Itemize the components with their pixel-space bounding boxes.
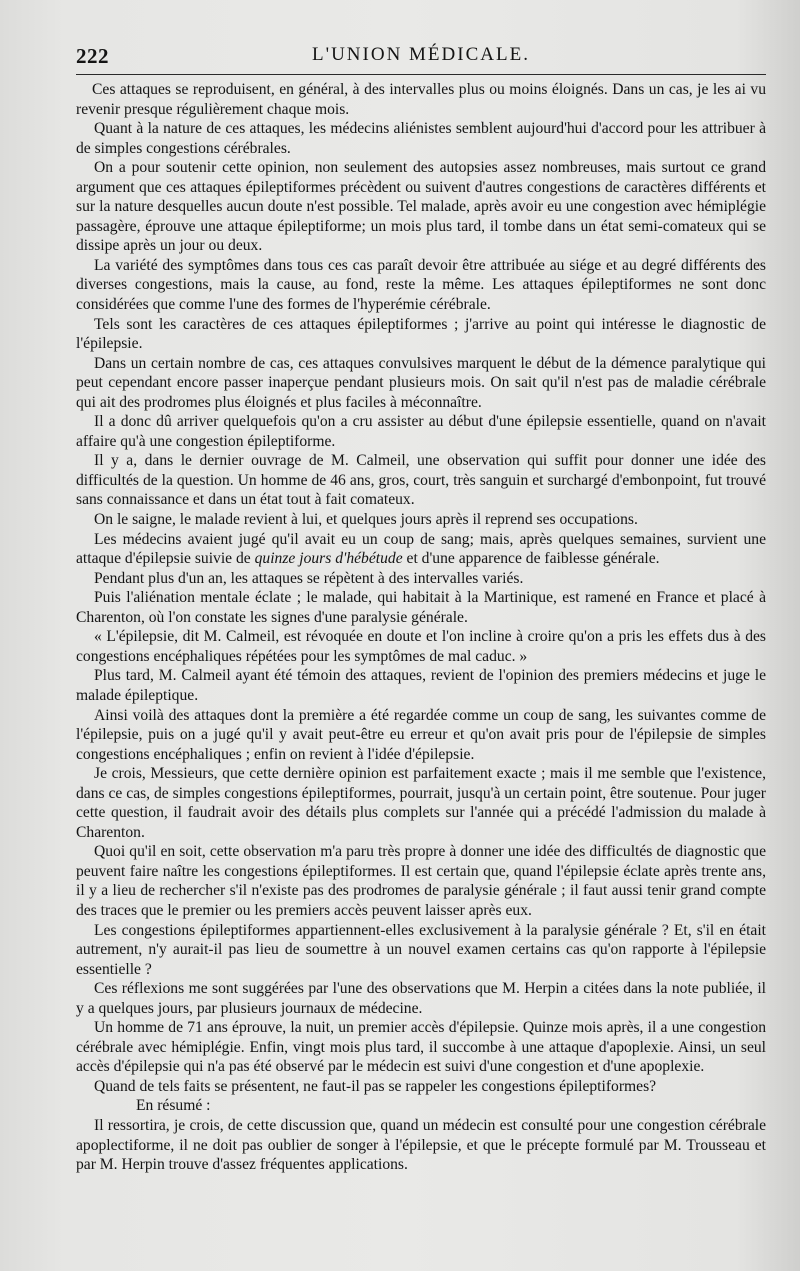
paragraph <box>76 530 766 569</box>
paragraph <box>76 921 766 980</box>
paragraph-text: On a pour soutenir cette opinion, non seulement des autopsies assez nombreuses, mais surtout ce grand argument que ces attaques épileptiformes précèdent ou suivent d'autres congestions de caractères différents et sur la nature desquelles aucun doute n'est possible. Tel malade, après avoir eu une congestion avec hémiplégie passagère, éprouve une attaque épileptiforme; un mois plus tard, il tombe dans un état semi-comateux qui se dissipe après un jour ou deux. <box>76 159 766 255</box>
paragraph-text: Ces réflexions me sont suggérées par l'une des observations que M. Herpin a citées dans la note publiée, il y a quelques jours, par plusieurs journaux de médecine. <box>76 980 766 1017</box>
paragraph-text: Plus tard, M. Calmeil ayant été témoin des attaques, revient de l'opinion des premiers médecins et juge le malade épileptique. <box>76 667 766 704</box>
paragraph <box>76 256 766 315</box>
paragraph <box>76 764 766 842</box>
paragraph-text: Ainsi voilà des attaques dont la première a été regardée comme un coup de sang, les suivantes comme de l'épilepsie, puis on a jugé qu'il y avait peut-être eu erreur et qu'on avait pris pour de l'épilepsie de simples congestions encéphaliques ; enfin on revient à l'idée d'épilepsie. <box>76 706 766 763</box>
paragraph <box>76 1077 766 1097</box>
paragraph-text: Un homme de 71 ans éprouve, la nuit, un premier accès d'épilepsie. Quinze mois après, il a une congestion cérébrale avec hémiplégie. Enfin, vingt mois plus tard, il succombe à une attaque d'apoplexie. Ainsi, un seul accès d'épilepsie qui n'a pas été observé par le médecin est suivi d'une congestion et d'une apoplexie. <box>76 1019 766 1076</box>
paragraph <box>76 842 766 920</box>
paragraph <box>76 80 766 119</box>
paragraph-text: Pendant plus d'un an, les attaques se répètent à des intervalles variés. <box>94 569 524 587</box>
paragraph-text: et d'une apparence de faiblesse générale. <box>402 550 660 568</box>
paragraph-text: Il y a, dans le dernier ouvrage de M. Calmeil, une observation qui suffit pour donner une idée des difficultés de la question. Un homme de 46 ans, gros, court, très sanguin et surchargé d'embonpoint, fut trouvé sans connaissance et dans un état tout à fait comateux. <box>76 452 766 509</box>
paragraph-text: La variété des symptômes dans tous ces cas paraît devoir être attribuée au siége et au degré différents des diverses congestions, mais la cause, au fond, reste la même. Les attaques épileptiformes ne sont donc considérées que comme l'une des formes de l'hyperémie cérébrale. <box>76 256 766 314</box>
paragraph-text: Dans un certain nombre de cas, ces attaques convulsives marquent le début de la démence paralytique qui peut cependant encore passer inaperçue pendant plusieurs mois. On sait qu'il n'est pas de maladie cérébrale qui ait des prodromes plus éloignés et plus faciles à méconnaître. <box>76 354 766 411</box>
paragraph <box>76 354 766 413</box>
paragraph <box>76 627 766 666</box>
italic-text: quinze jours d'hébétude <box>254 550 403 568</box>
paragraph <box>76 1116 766 1175</box>
paragraph-text: Il a donc dû arriver quelquefois qu'on a cru assister au début d'une épilepsie essentielle, quand on n'avait affaire qu'à une congestion épileptiforme. <box>76 413 766 450</box>
paragraph-text: Quant à la nature de ces attaques, les médecins aliénistes semblent aujourd'hui d'accord pour les attribuer à de simples congestions cérébrales. <box>76 120 766 157</box>
paragraph-text: On le saigne, le malade revient à lui, et quelques jours après il reprend ses occupations. <box>94 511 638 529</box>
page-header <box>76 40 766 66</box>
paragraph-text: Les congestions épileptiformes appartiennent-elles exclusivement à la paralysie générale ? Et, s'il en était autrement, n'y aurait-il pas lieu de soumettre à un nouvel examen certains cas qu'on rapporte à l'épilepsie essentielle ? <box>76 921 766 978</box>
paragraph <box>76 588 766 627</box>
paragraph <box>76 412 766 451</box>
paragraph <box>76 1096 766 1116</box>
paragraph-text: En résumé : <box>136 1097 211 1115</box>
paragraph-text: « L'épilepsie, dit M. Calmeil, est révoquée en doute et l'on incline à croire qu'on a pris les effets dus à des congestions encéphaliques répétées pour les symptômes de mal caduc. » <box>76 628 766 665</box>
paragraph <box>76 315 766 354</box>
paragraph <box>76 569 766 589</box>
paragraph-text: Je crois, Messieurs, que cette dernière opinion est parfaitement exacte ; mais il me semble que l'existence, dans ce cas, de simples congestions épileptiformes, pourrait, jusqu'à un certain point, être soutenue. Pour juger cette question, il faudrait avoir des détails plus complets sur l'année qui a précédé l'admission du malade à Charenton. <box>76 765 766 841</box>
paragraph <box>76 666 766 705</box>
paragraph <box>76 451 766 510</box>
paragraph-text: Tels sont les caractères de ces attaques épileptiformes ; j'arrive au point qui intéresse le diagnostic de l'épilepsie. <box>76 315 766 353</box>
paragraph-text: Il ressortira, je crois, de cette discussion que, quand un médecin est consulté pour une congestion cérébrale apoplectiforme, il ne doit pas oublier de songer à l'épilepsie, et que le précepte formulé par M. Trousseau et par M. Herpin trouve d'assez fréquentes applications. <box>76 1116 766 1174</box>
body-text <box>76 80 766 1175</box>
paragraph-text: Les médecins avaient jugé qu'il avait eu un coup de sang; mais, après quelques semaines, survient une attaque d'épilepsie suivie de <box>76 530 766 568</box>
paragraph <box>76 158 766 256</box>
paragraph <box>76 119 766 158</box>
paragraph <box>76 706 766 765</box>
paragraph-text: Quand de tels faits se présentent, ne faut-il pas se rappeler les congestions épileptiformes? <box>94 1077 657 1095</box>
paragraph <box>76 979 766 1018</box>
page-number: 222 <box>76 44 109 68</box>
paragraph-text: Ces attaques se reproduisent, en général, à des intervalles plus ou moins éloignés. Dans un cas, je les ai vu revenir presque régulièrement chaque mois. <box>76 81 766 118</box>
paragraph-text: Puis l'aliénation mentale éclate ; le malade, qui habitait à la Martinique, est ramené en France et placé à Charenton, où l'on constate les signes d'une paralysie générale. <box>76 589 766 626</box>
paragraph-text: Quoi qu'il en soit, cette observation m'a paru très propre à donner une idée des difficultés de diagnostic que peuvent faire naître les congestions épileptiformes. Il est certain que, quand l'épilepsie éclate après trente ans, il y a lieu de rechercher s'il n'existe pas des prodromes de paralysie générale ; il faut aussi tenir grand compte des traces que le premier ou les premiers accès peuvent laisser après eux. <box>76 843 766 919</box>
paragraph <box>76 510 766 530</box>
running-title: L'UNION MÉDICALE. <box>312 44 530 65</box>
paragraph <box>76 1018 766 1077</box>
header-rule <box>76 74 766 75</box>
